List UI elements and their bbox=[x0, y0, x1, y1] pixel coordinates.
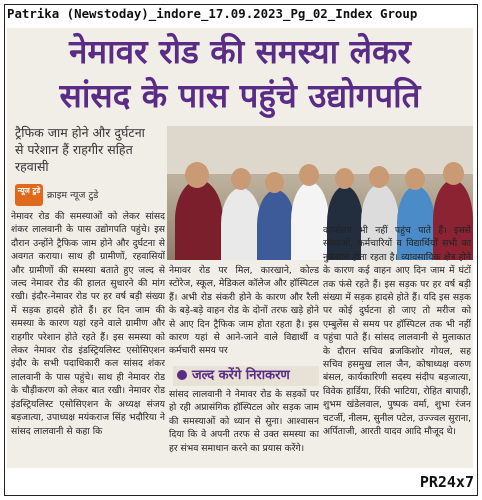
news-today-logo: न्यूज टुडे bbox=[15, 184, 43, 206]
section-heading: जल्द करेंगे निराकरण bbox=[192, 368, 290, 383]
photo-person-head bbox=[443, 162, 464, 185]
bullet-icon bbox=[177, 370, 187, 380]
photo-person-head bbox=[335, 168, 354, 189]
news-clipping bbox=[7, 28, 473, 468]
article-column-2: नेमावर रोड पर मिल, कारखाने, कोल्ड स्टोरेज, स्कूल, मेडिकल कॉलेज और हॉस्पिटल हैं। अभी रोड संकरी होने के कारण और रैली के बड़े-बड़े वाहन रोड के दोनों तरफ खड़े होने से आए दिन ट्रैफिक जाम होता रहता है। इस कारण यहां से आने-जाने वाले विद्यार्थी व कर्मचारी समय पर bbox=[169, 265, 319, 357]
photo-person bbox=[257, 190, 295, 260]
subheadline: ट्रैफिक जाम होने और दुर्घटना से परेशान हैं राहगीर सहित रहवासी bbox=[15, 125, 145, 174]
article-column-3: कार्यालय भी नहीं पहुंच पाते हैं। इससे संस्थाओं, कर्मचारियों व विद्यार्थियों सभी का नुकसान होता रहता है। व्यावसायिक क्षेत्र होने के कारण कई वाहन आए दिन जाम में घंटों तक फंसे रहते हैं। इस सड़क पर हर वर्ष बड़ी संख्या में सड़क हादसे होते हैं। यदि इस सड़क पर कोई दुर्घटना हो जाए तो मरीज को एम्बुलेंस से समय पर हॉस्पिटल तक भी नहीं पहुंचा पाते हैं। सांसद लालवानी से मुलाकात के दौरान सचिव ब्रजकिशोर गोयल, सह सचिव हसमुख लाल जैन, कोषाध्यक्ष वरुण बंसल, कार्यकारिणी सदस्य संदीप बड़जात्या, विवेक हार्डिया, रिंकी भाटिया, रोहित बापाही, शुभम खंडेलवाल, पुष्पक वर्मा, शुभा रंजन चटर्जी, नीलम, सुनील पटेल, उज्ज्वल सुराना, अर्पिताजी, आरती यादव आदि मौजूद थे। bbox=[323, 225, 471, 438]
source-line: Patrika (Newstoday)_indore_17.09.2023_Pg_02_Index Group bbox=[7, 6, 418, 21]
article-column-1: नेमावर रोड की समस्याओं को लेकर सांसद शंकर लालवानी के पास उद्योगपति पहुंचे। इस दौरान उन्होंने ट्रैफिक जाम होने और दुर्घटना से अवगत कराया। साथ ही ग्रामीणों, रहवासियों और ग्रामीणों की समस्या बताते हुए जल्द से जल्द नेमावर रोड की हालत सुधारने की मांग रखी। इंदौर-नेमावर रोड पर हर वर्ष बड़ी संख्या में सड़क हादसे होते हैं। हर दिन जाम की समस्या के कारण यहां रहने वाले ग्रामीण और राहगीर परेशान होते रहते हैं। इस समस्या को लेकर नेमावर रोड इंडस्ट्रियलिस्ट एसोसिएशन इंदौर के सभी पदाधिकारी कल सांसद शंकर लालवानी के पास पहुंचे। साथ ही नेमावर रोड के चौड़ीकरण को लेकर बात रखी। नेमावर रोड इंडस्ट्रियलिस्ट एसोसिएशन के अध्यक्ष संजय बड़जात्या, उपाध्यक्ष मयंकराज सिंह भदौरिया ने सांसद लालवानी से कहा कि bbox=[11, 211, 165, 437]
photo-person-head bbox=[231, 168, 251, 190]
headline-line-2: सांसद के पास पहुंचे उद्योगपति bbox=[59, 76, 421, 115]
photo-background-wall bbox=[167, 126, 473, 174]
photo-person-head bbox=[265, 172, 284, 193]
article-column-boxed: सांसद लालवानी ने नेमावर रोड के सड़कों पर हो रही अप्रासंगिक हॉस्पिटल ओर सड़क जाम की समस्याओं को ध्यान से सुना। आश्वासन दिया कि वे अपनी तरफ से उक्त समस्या का हर संभव समाधान करने का प्रयास करेंगे। bbox=[169, 389, 319, 454]
photo-person-head bbox=[185, 162, 209, 188]
photo-person-head bbox=[299, 164, 319, 186]
photo-person-head bbox=[405, 168, 425, 190]
byline: क्राइम न्यूज टुडे bbox=[47, 190, 99, 201]
watermark-code: PR24x7 bbox=[419, 473, 474, 491]
headline-line-1: नेमावर रोड की समस्या लेकर bbox=[69, 32, 411, 71]
photo-person-head bbox=[369, 166, 389, 188]
section-heading-box bbox=[173, 366, 319, 386]
photo-person bbox=[175, 180, 223, 260]
photo-person bbox=[221, 188, 261, 260]
